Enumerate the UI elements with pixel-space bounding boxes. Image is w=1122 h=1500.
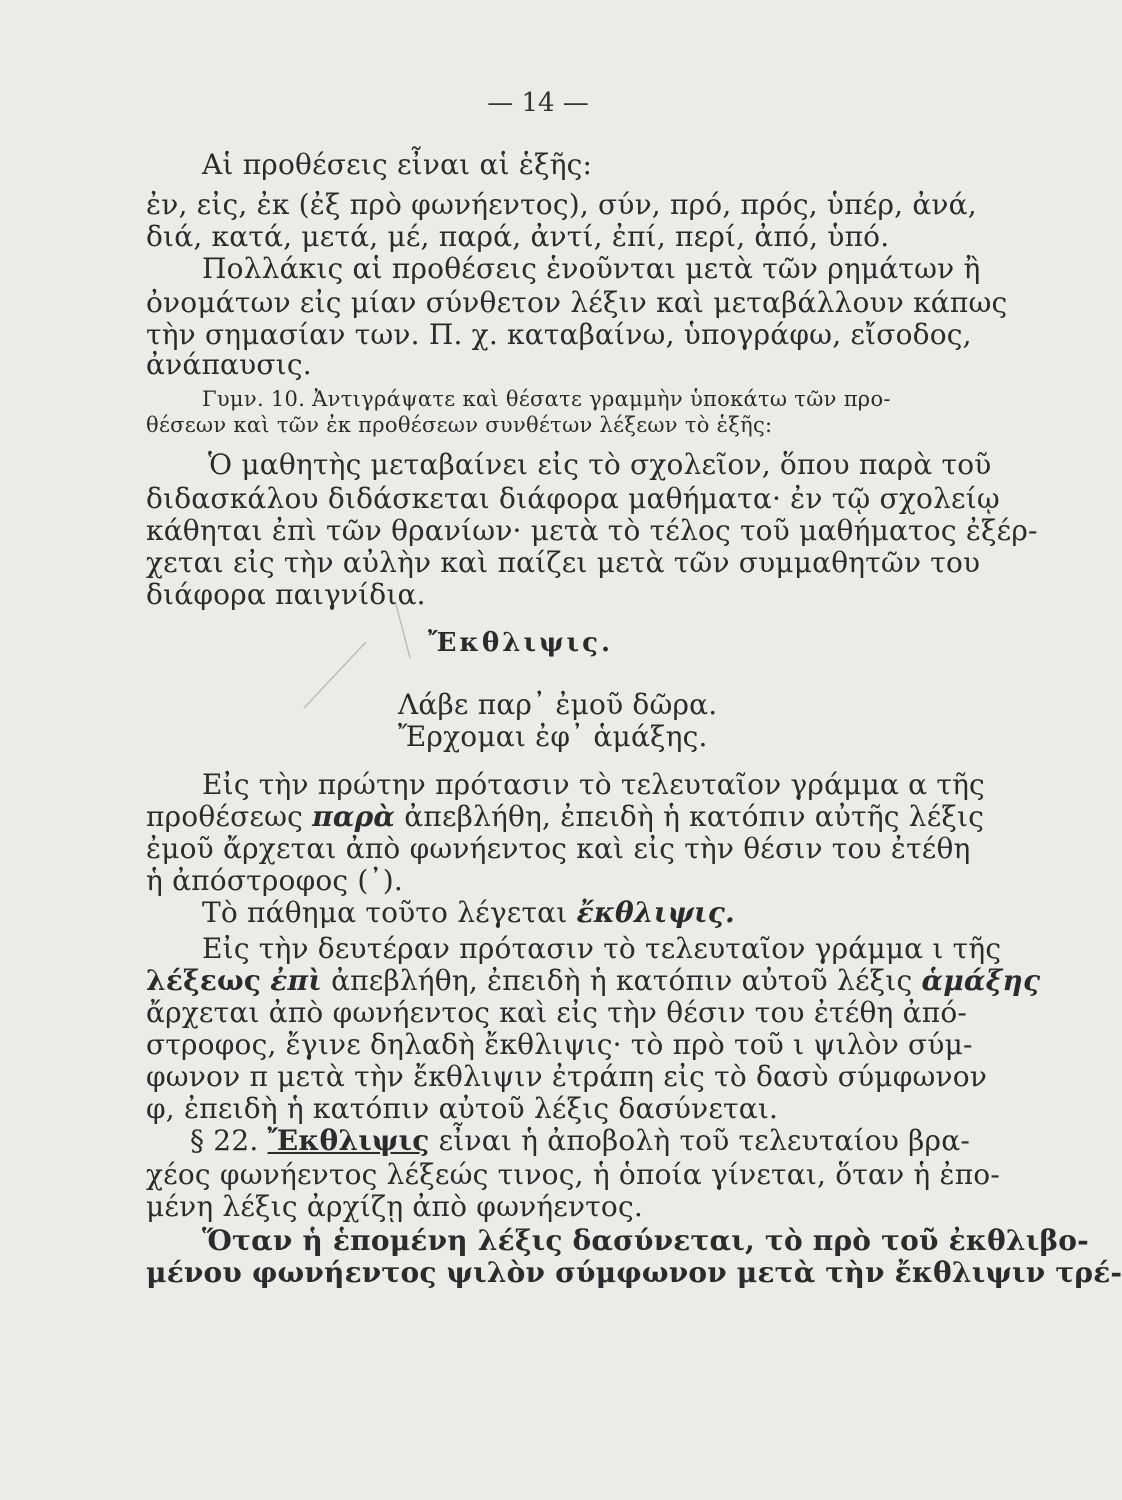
text-line: κάθηται ἐπὶ τῶν θρανίων· μετὰ τὸ τέλος τοῦ μαθήματος ἐξέρ- bbox=[146, 514, 1038, 547]
text-span: προθέσεως bbox=[146, 800, 304, 833]
text-line: μένη λέξις ἀρχίζῃ ἀπὸ φωνήεντος. bbox=[146, 1190, 643, 1223]
example-line: Λάβε παρ᾽ ἐμοῦ δῶρα. bbox=[398, 688, 718, 721]
text-line: στροφος, ἔγινε δηλαδὴ ἔκθλιψις· τὸ πρὸ τοῦ ι ψιλὸν σύμ- bbox=[146, 1028, 973, 1061]
section-number: § 22. bbox=[190, 1124, 259, 1157]
exercise-line: θέσεων καὶ τῶν ἐκ προθέσεων συνθέτων λέξεων τὸ ἑξῆς: bbox=[146, 413, 773, 437]
text-line: Αἱ προθέσεις εἶναι αἱ ἑξῆς: bbox=[202, 148, 593, 181]
emphasis-word: ἁμάξης bbox=[921, 964, 1041, 997]
emphasis-word: ἐπὶ bbox=[270, 964, 322, 997]
text-span: λέξεως bbox=[146, 964, 262, 997]
text-line: φωνον π μετὰ τὴν ἔκθλιψιν ἐτράπη εἰς τὸ δασὺ σύμφωνον bbox=[146, 1060, 988, 1093]
defined-term: Ἔκθλιψις bbox=[267, 1124, 430, 1157]
text-span: Τὸ πάθημα τοῦτο λέγεται bbox=[202, 896, 568, 929]
text-span: ἀπεβλήθη, ἐπειδὴ ἡ κατόπιν αὐτῆς λέξις bbox=[404, 800, 985, 833]
text-line: διδασκάλου διδάσκεται διάφορα μαθήματα· ἐν τῷ σχολείῳ bbox=[146, 482, 1000, 515]
text-span: ἀπεβλήθη, ἐπειδὴ ἡ κατόπιν αὐτοῦ λέξις bbox=[331, 964, 913, 997]
emphasis-word: ἔκθλιψις. bbox=[576, 896, 735, 929]
text-line: Εἰς τὴν πρώτην πρότασιν τὸ τελευταῖον γράμμα α τῆς bbox=[202, 768, 985, 801]
section-heading: Ἔκθλιψις. bbox=[428, 628, 614, 658]
text-line bbox=[146, 964, 1040, 998]
emphasis-word: παρὰ bbox=[312, 800, 396, 833]
text-line: ἄρχεται ἀπὸ φωνήεντος καὶ εἰς τὴν θέσιν του ἐτέθη ἀπό- bbox=[146, 996, 968, 1029]
text-line: τὴν σημασίαν των. Π. χ. καταβαίνω, ὑπογράφω, εἴσοδος, bbox=[146, 318, 972, 351]
text-line: ἡ ἀπόστροφος (᾽). bbox=[146, 864, 403, 897]
text-line: χέος φωνήεντος λέξεώς τινος, ἡ ὁποία γίνεται, ὅταν ἡ ἐπο- bbox=[146, 1158, 1001, 1191]
text-line bbox=[146, 800, 984, 834]
text-line: Εἰς τὴν δευτέραν πρότασιν τὸ τελευταῖον γράμμα ι τῆς bbox=[202, 932, 1002, 965]
text-line: ἐμοῦ ἄρχεται ἀπὸ φωνήεντος καὶ εἰς τὴν θέσιν του ἐτέθη bbox=[146, 832, 971, 865]
text-line bbox=[202, 896, 735, 930]
text-line: διά, κατά, μετά, μέ, παρά, ἀντί, ἐπί, περί, ἀπό, ὑπό. bbox=[146, 220, 890, 253]
text-line: Πολλάκις αἱ προθέσεις ἑνοῦνται μετὰ τῶν ρημάτων ἢ bbox=[202, 252, 981, 285]
text-line: Ὅταν ἡ ἑπομένη λέξις δασύνεται, τὸ πρὸ τοῦ ἐκθλιβο- bbox=[202, 1224, 1089, 1257]
text-line: διάφορα παιγνίδια. bbox=[146, 578, 426, 611]
page-number: — 14 — bbox=[487, 88, 589, 118]
pencil-mark-icon bbox=[300, 600, 420, 720]
text-span: εἶναι ἡ ἀποβολὴ τοῦ τελευταίου βρα- bbox=[438, 1124, 970, 1157]
text-line: Ὁ μαθητὴς μεταβαίνει εἰς τὸ σχολεῖον, ὅπου παρὰ τοῦ bbox=[208, 448, 992, 481]
text-line: ἀνάπαυσις. bbox=[146, 348, 312, 381]
text-line: χεται εἰς τὴν αὐλὴν καὶ παίζει μετὰ τῶν συμμαθητῶν του bbox=[146, 546, 981, 579]
text-line bbox=[190, 1124, 970, 1158]
exercise-line: Γυμν. 10. Ἀντιγράψατε καὶ θέσατε γραμμὴν ὑποκάτω τῶν προ- bbox=[202, 387, 891, 411]
text-line: φ, ἐπειδὴ ἡ κατόπιν αὐτοῦ λέξις δασύνεται. bbox=[146, 1092, 779, 1125]
text-line: ἐν, εἰς, ἐκ (ἐξ πρὸ φωνήεντος), σύν, πρό, πρός, ὑπέρ, ἀνά, bbox=[146, 188, 977, 221]
text-line: ὀνομάτων εἰς μίαν σύνθετον λέξιν καὶ μεταβάλλουν κάπως bbox=[146, 286, 1008, 319]
example-line: Ἔρχομαι ἐφ᾽ ἁμάξης. bbox=[398, 720, 708, 753]
text-line: μένου φωνήεντος ψιλὸν σύμφωνον μετὰ τὴν ἔκθλιψιν τρέ- bbox=[146, 1256, 1122, 1289]
